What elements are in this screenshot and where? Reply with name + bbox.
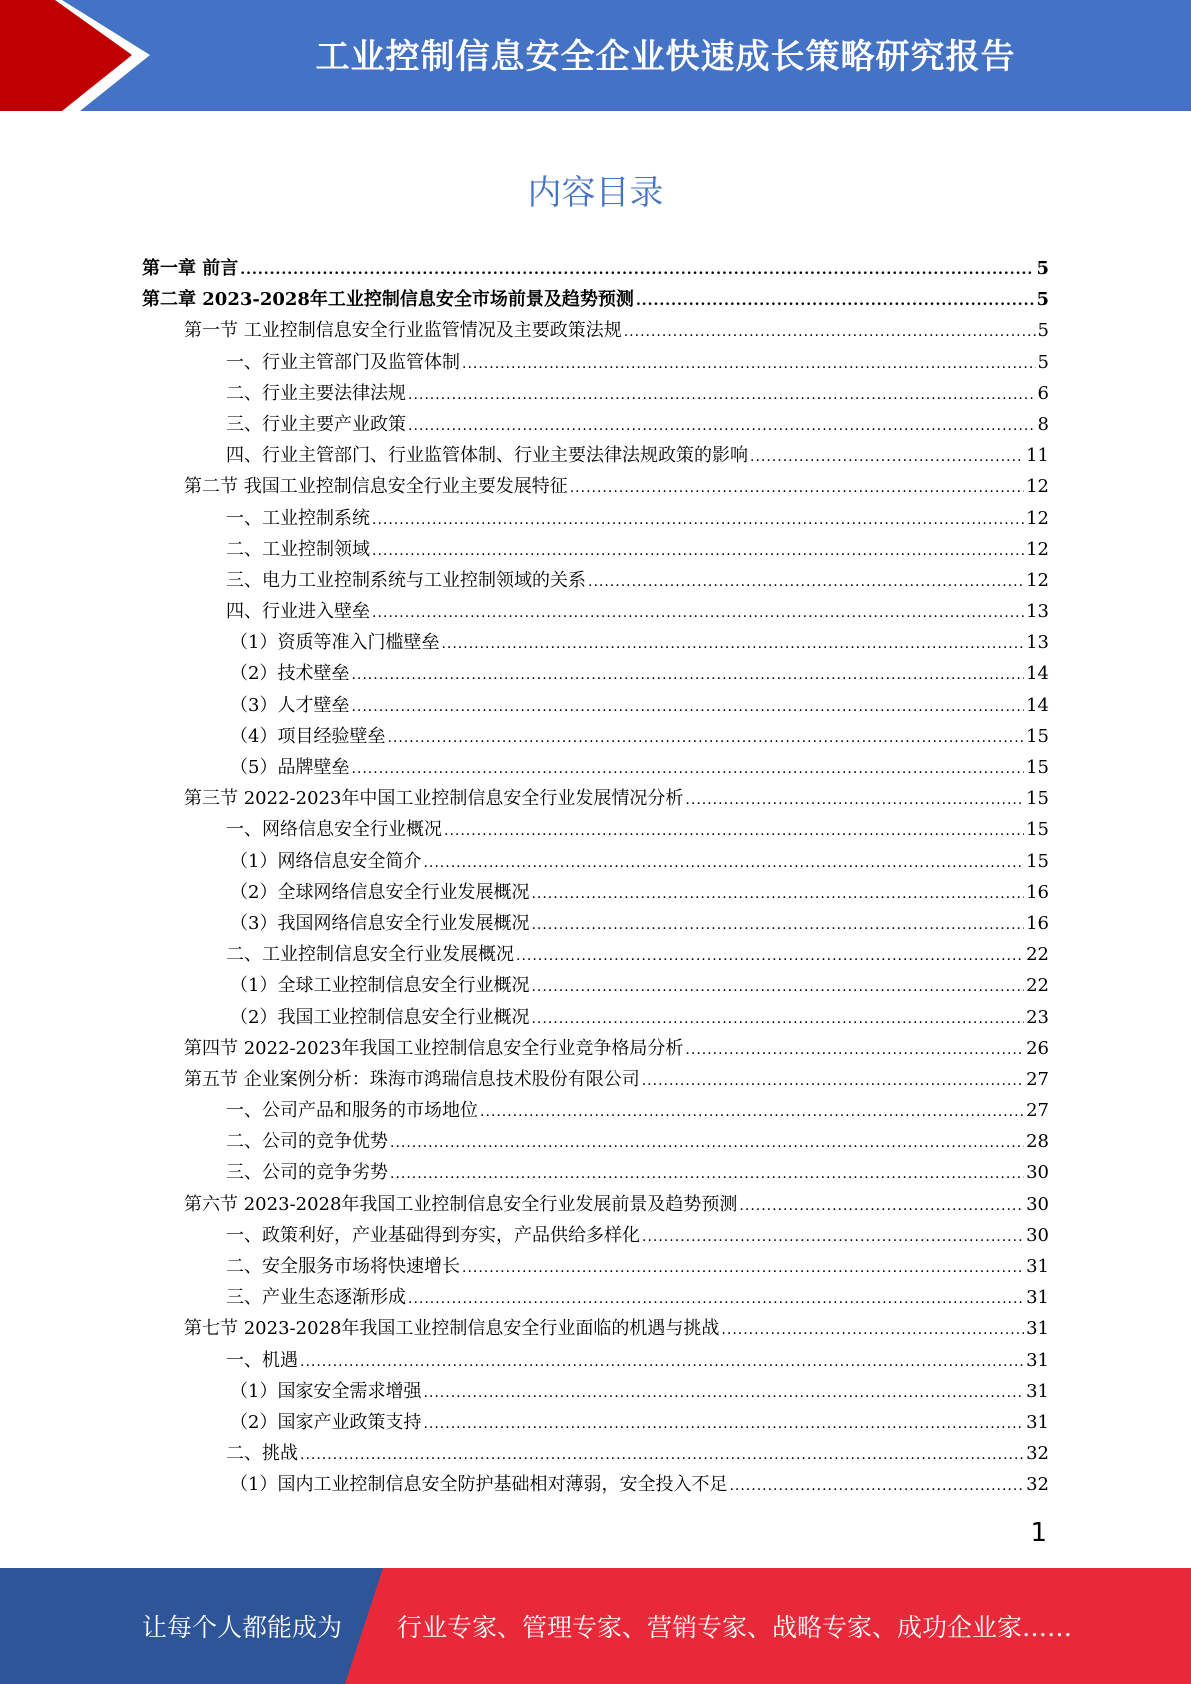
toc-entry-page: 31 bbox=[1026, 1318, 1049, 1340]
toc-entry[interactable] bbox=[142, 597, 1049, 628]
toc-dot-leader bbox=[372, 543, 1024, 559]
toc-entry-label: 二、挑战 bbox=[226, 1443, 298, 1465]
toc-entry-page: 23 bbox=[1026, 1006, 1049, 1028]
footer-slogan-right: 行业专家、管理专家、营销专家、战略专家、成功企业家…… bbox=[397, 1613, 1073, 1642]
toc-entry-label: 第二节 我国工业控制信息安全行业主要发展特征 bbox=[184, 476, 568, 498]
toc-entry[interactable] bbox=[142, 1408, 1049, 1439]
toc-entry-label: 第一章 前言 bbox=[142, 258, 239, 279]
toc-entry-page: 5 bbox=[1036, 258, 1049, 279]
toc-entry-label: 一、网络信息安全行业概况 bbox=[226, 819, 442, 841]
toc-dot-leader bbox=[390, 1166, 1024, 1182]
toc-entry-page: 26 bbox=[1026, 1037, 1049, 1059]
toc-entry-page: 12 bbox=[1026, 476, 1049, 498]
toc-entry-page: 27 bbox=[1026, 1100, 1049, 1122]
toc-dot-leader bbox=[739, 1198, 1024, 1214]
toc-entry-label: （1）国内工业控制信息安全防护基础相对薄弱，安全投入不足 bbox=[230, 1474, 728, 1496]
toc-entry-page: 15 bbox=[1026, 850, 1049, 872]
toc-entry[interactable] bbox=[142, 847, 1049, 878]
toc-dot-leader bbox=[624, 324, 1036, 340]
toc-entry-page: 31 bbox=[1026, 1349, 1049, 1371]
toc-entry-label: 一、机遇 bbox=[226, 1349, 298, 1371]
toc-entry-page: 15 bbox=[1026, 788, 1049, 810]
toc-entry-page: 14 bbox=[1026, 694, 1049, 716]
toc-entry-page: 15 bbox=[1026, 819, 1049, 841]
toc-entry-label: 二、行业主要法律法规 bbox=[226, 382, 406, 404]
toc-entry-label: 三、电力工业控制系统与工业控制领域的关系 bbox=[226, 569, 586, 591]
toc-entry[interactable] bbox=[142, 348, 1049, 379]
toc-entry-page: 30 bbox=[1026, 1224, 1049, 1246]
toc-entry[interactable] bbox=[142, 410, 1049, 441]
toc-entry[interactable] bbox=[142, 504, 1049, 535]
footer-slogan-left: 让每个人都能成为 bbox=[142, 1613, 343, 1642]
toc-dot-leader bbox=[423, 1416, 1024, 1432]
toc-entry[interactable] bbox=[142, 1252, 1049, 1283]
toc-entry-page: 15 bbox=[1026, 725, 1049, 747]
toc-entry-label: （2）全球网络信息安全行业发展概况 bbox=[230, 881, 530, 903]
toc-entry-page: 5 bbox=[1037, 351, 1049, 373]
toc-entry[interactable] bbox=[142, 909, 1049, 940]
toc-entry[interactable] bbox=[142, 1314, 1049, 1345]
toc-dot-leader bbox=[588, 574, 1024, 590]
toc-dot-leader bbox=[372, 512, 1024, 528]
toc-entry-page: 32 bbox=[1026, 1443, 1049, 1465]
toc-entry[interactable] bbox=[142, 940, 1049, 971]
toc-entry-label: 一、政策利好，产业基础得到夯实，产品供给多样化 bbox=[226, 1224, 640, 1246]
toc-entry-label: 二、安全服务市场将快速增长 bbox=[226, 1256, 460, 1277]
toc-entry-page: 30 bbox=[1026, 1162, 1049, 1184]
toc-entry-label: （1）国家安全需求增强 bbox=[230, 1380, 422, 1402]
toc-entry[interactable] bbox=[142, 1034, 1049, 1065]
toc-entry-page: 6 bbox=[1037, 382, 1049, 404]
toc-title: 内容目录 bbox=[527, 173, 664, 213]
toc-entry-label: 一、行业主管部门及监管体制 bbox=[226, 351, 460, 373]
toc-dot-leader bbox=[531, 917, 1024, 933]
toc-entry-label: 第三节 2022-2023年中国工业控制信息安全行业发展情况分析 bbox=[184, 788, 684, 810]
toc-entry-page: 16 bbox=[1026, 912, 1049, 934]
toc-dot-leader bbox=[408, 418, 1036, 434]
toc-entry-page: 22 bbox=[1026, 944, 1049, 966]
toc-entry-label: 第五节 企业案例分析：珠海市鸿瑞信息技术股份有限公司 bbox=[184, 1068, 640, 1090]
toc-entry[interactable] bbox=[142, 691, 1049, 722]
toc-dot-leader bbox=[408, 1291, 1024, 1307]
toc-entry[interactable] bbox=[142, 1470, 1049, 1501]
toc-entry-page: 14 bbox=[1026, 663, 1049, 685]
toc-entry-label: 三、行业主要产业政策 bbox=[226, 413, 406, 435]
toc-entry[interactable] bbox=[142, 784, 1049, 815]
toc-dot-leader bbox=[636, 293, 1035, 309]
toc-dot-leader bbox=[441, 636, 1024, 652]
toc-dot-leader bbox=[444, 823, 1024, 839]
toc-entry-label: （4）项目经验壁垒 bbox=[230, 725, 386, 747]
table-of-contents bbox=[142, 254, 1049, 1502]
toc-entry-page: 11 bbox=[1026, 445, 1049, 467]
toc-dot-leader bbox=[750, 449, 1024, 465]
toc-dot-leader bbox=[372, 605, 1024, 621]
toc-entry[interactable] bbox=[142, 285, 1049, 316]
toc-entry-label: （3）我国网络信息安全行业发展概况 bbox=[230, 912, 530, 934]
toc-dot-leader bbox=[462, 1260, 1024, 1276]
toc-dot-leader bbox=[721, 1322, 1024, 1338]
toc-entry[interactable] bbox=[142, 1096, 1049, 1127]
toc-entry-page: 32 bbox=[1026, 1474, 1049, 1496]
toc-entry-page: 31 bbox=[1026, 1287, 1049, 1309]
toc-entry-page: 12 bbox=[1026, 507, 1049, 529]
toc-entry-label: 一、工业控制系统 bbox=[226, 507, 370, 529]
toc-entry-label: 三、产业生态逐渐形成 bbox=[226, 1287, 406, 1309]
toc-entry[interactable] bbox=[142, 1283, 1049, 1314]
toc-entry-label: （3）人才壁垒 bbox=[230, 694, 350, 716]
toc-entry-page: 8 bbox=[1037, 413, 1049, 435]
toc-entry-page: 30 bbox=[1026, 1193, 1049, 1215]
page-number: 1 bbox=[1030, 1518, 1047, 1548]
toc-dot-leader bbox=[531, 886, 1024, 902]
toc-dot-leader bbox=[516, 948, 1024, 964]
toc-dot-leader bbox=[685, 792, 1024, 808]
toc-entry[interactable] bbox=[142, 815, 1049, 846]
toc-entry-label: 二、公司的竞争优势 bbox=[226, 1131, 388, 1153]
toc-entry[interactable] bbox=[142, 1190, 1049, 1221]
toc-entry-label: （1）网络信息安全简介 bbox=[230, 850, 422, 872]
toc-dot-leader bbox=[390, 1135, 1024, 1151]
toc-entry[interactable] bbox=[142, 1346, 1049, 1377]
toc-dot-leader bbox=[387, 730, 1024, 746]
toc-entry[interactable] bbox=[142, 254, 1049, 285]
toc-entry-page: 5 bbox=[1037, 320, 1049, 342]
toc-entry-label: （1）全球工业控制信息安全行业概况 bbox=[230, 975, 530, 997]
toc-dot-leader bbox=[642, 1073, 1024, 1089]
toc-entry[interactable] bbox=[142, 1377, 1049, 1408]
toc-entry[interactable] bbox=[142, 535, 1049, 566]
toc-entry-page: 31 bbox=[1026, 1380, 1049, 1402]
toc-entry-label: 二、工业控制信息安全行业发展概况 bbox=[226, 944, 514, 966]
toc-entry[interactable] bbox=[142, 1003, 1049, 1034]
toc-dot-leader bbox=[531, 1011, 1024, 1027]
toc-entry-label: （2）我国工业控制信息安全行业概况 bbox=[230, 1006, 530, 1028]
toc-entry[interactable] bbox=[142, 628, 1049, 659]
toc-dot-leader bbox=[729, 1478, 1024, 1494]
toc-entry-page: 28 bbox=[1026, 1131, 1049, 1153]
toc-entry-label: 四、行业进入壁垒 bbox=[226, 601, 370, 623]
toc-entry[interactable] bbox=[142, 566, 1049, 597]
toc-entry[interactable] bbox=[142, 659, 1049, 690]
toc-dot-leader bbox=[480, 1104, 1024, 1120]
toc-entry-label: （2）国家产业政策支持 bbox=[230, 1411, 422, 1433]
header-title: 工业控制信息安全企业快速成长策略研究报告 bbox=[315, 37, 1016, 77]
toc-dot-leader bbox=[531, 979, 1024, 995]
toc-entry-page: 13 bbox=[1026, 601, 1049, 623]
toc-dot-leader bbox=[300, 1447, 1024, 1463]
toc-entry-label: 二、工业控制领域 bbox=[226, 538, 370, 560]
toc-entry-page: 22 bbox=[1026, 975, 1049, 997]
toc-entry-label: 第七节 2023-2028年我国工业控制信息安全行业面临的机遇与挑战 bbox=[184, 1318, 720, 1340]
toc-dot-leader bbox=[423, 1385, 1024, 1401]
toc-entry-page: 31 bbox=[1026, 1411, 1049, 1433]
toc-entry[interactable] bbox=[142, 1439, 1049, 1470]
toc-entry-label: 第一节 工业控制信息安全行业监管情况及主要政策法规 bbox=[184, 320, 622, 342]
toc-entry-label: 第四节 2022-2023年我国工业控制信息安全行业竞争格局分析 bbox=[184, 1037, 684, 1059]
toc-entry-page: 12 bbox=[1026, 538, 1049, 560]
toc-entry[interactable] bbox=[142, 379, 1049, 410]
toc-entry-label: （1）资质等准入门槛壁垒 bbox=[230, 632, 440, 654]
toc-entry-label: 四、行业主管部门、行业监管体制、行业主要法律法规政策的影响 bbox=[226, 445, 748, 467]
toc-entry[interactable] bbox=[142, 722, 1049, 753]
toc-entry[interactable] bbox=[142, 971, 1049, 1002]
toc-entry-page: 13 bbox=[1026, 632, 1049, 654]
toc-dot-leader bbox=[240, 262, 1034, 278]
toc-entry-page: 27 bbox=[1026, 1068, 1049, 1090]
toc-dot-leader bbox=[351, 699, 1024, 715]
toc-dot-leader bbox=[642, 1229, 1024, 1245]
toc-entry[interactable] bbox=[142, 1127, 1049, 1158]
toc-entry[interactable] bbox=[142, 441, 1049, 472]
header-red-chevron bbox=[0, 0, 150, 111]
toc-entry[interactable] bbox=[142, 472, 1049, 503]
toc-entry[interactable] bbox=[142, 316, 1049, 347]
toc-entry-page: 15 bbox=[1026, 757, 1049, 778]
toc-entry-page: 5 bbox=[1036, 289, 1049, 311]
toc-entry[interactable] bbox=[142, 1065, 1049, 1096]
toc-dot-leader bbox=[570, 480, 1024, 496]
toc-dot-leader bbox=[685, 1042, 1024, 1058]
toc-dot-leader bbox=[462, 356, 1036, 372]
toc-dot-leader bbox=[351, 761, 1024, 777]
toc-dot-leader bbox=[423, 855, 1024, 871]
toc-entry[interactable] bbox=[142, 1158, 1049, 1189]
toc-entry[interactable] bbox=[142, 753, 1049, 784]
toc-entry-label: 一、公司产品和服务的市场地位 bbox=[226, 1100, 478, 1122]
toc-entry-page: 16 bbox=[1026, 881, 1049, 903]
footer-banner bbox=[0, 1568, 1191, 1684]
toc-dot-leader bbox=[351, 667, 1024, 683]
toc-entry-label: 三、公司的竞争劣势 bbox=[226, 1162, 388, 1184]
toc-entry-page: 31 bbox=[1026, 1256, 1049, 1277]
toc-dot-leader bbox=[300, 1354, 1024, 1370]
toc-dot-leader bbox=[408, 387, 1036, 403]
toc-entry-label: 第六节 2023-2028年我国工业控制信息安全行业发展前景及趋势预测 bbox=[184, 1193, 738, 1215]
toc-entry-label: （5）品牌壁垒 bbox=[230, 757, 350, 778]
toc-entry[interactable] bbox=[142, 1221, 1049, 1252]
toc-entry[interactable] bbox=[142, 878, 1049, 909]
toc-entry-page: 12 bbox=[1026, 569, 1049, 591]
toc-entry-label: （2）技术壁垒 bbox=[230, 663, 350, 685]
toc-entry-label: 第二章 2023-2028年工业控制信息安全市场前景及趋势预测 bbox=[142, 289, 634, 311]
